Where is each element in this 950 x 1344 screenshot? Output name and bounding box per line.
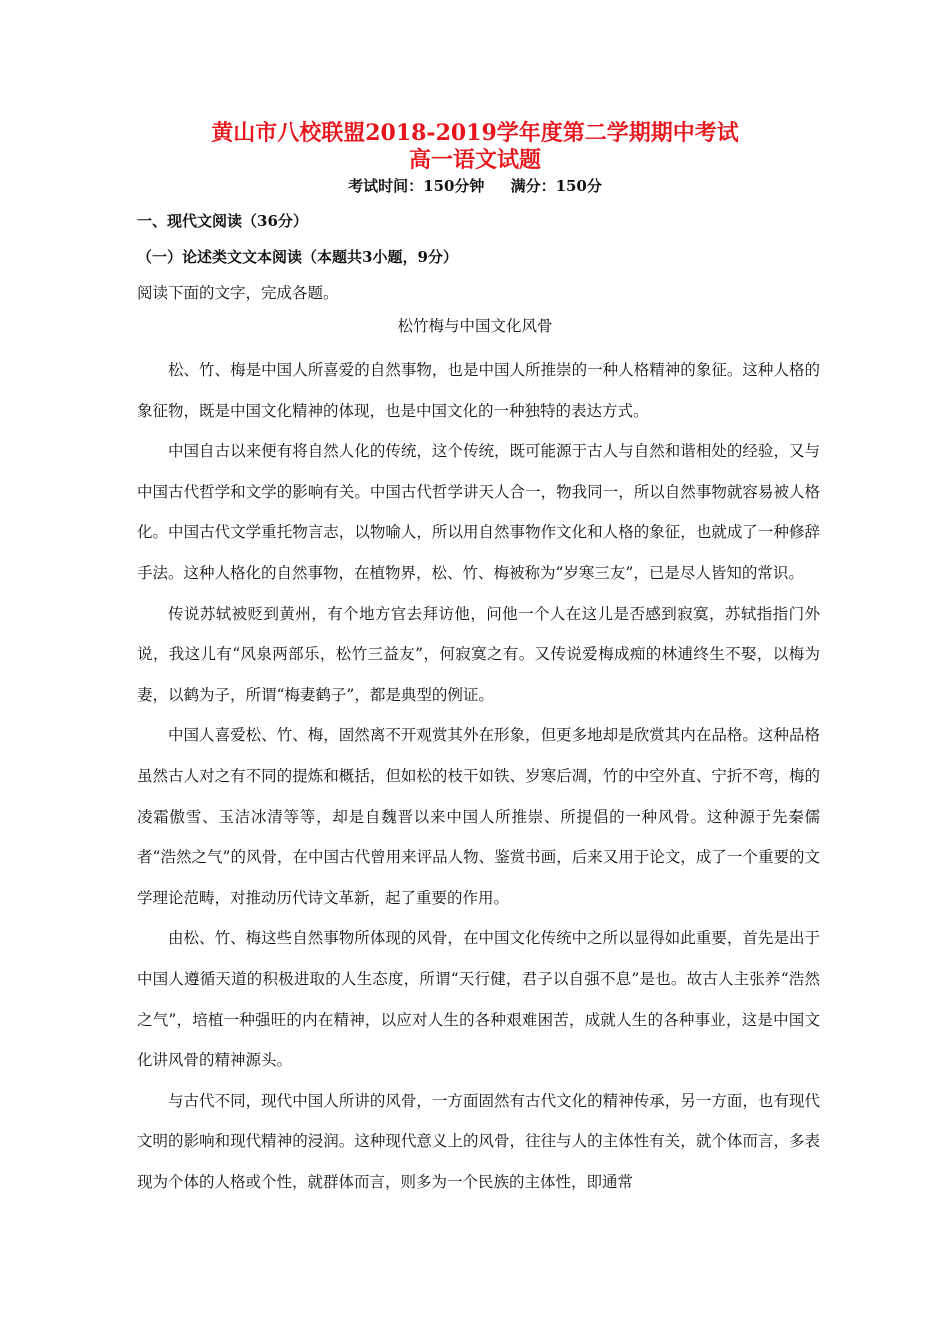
section-subheading: （一）论述类文文本阅读（本题共3小题，9分）: [137, 248, 458, 266]
article-paragraph: 传说苏轼被贬到黄州，有个地方官去拜访他，问他一个人在这儿是否感到寂寞，苏轼指指门外说，我这儿有“风泉两部乐，松竹三益友”，何寂寞之有。又传说爱梅成痴的林逋终生不娶，以梅为妻，以鹤为子，所谓“梅妻鹤子”，都是典型的例证。: [137, 604, 820, 704]
article-body: [137, 350, 820, 1202]
exam-score: 满分：150分: [510, 177, 602, 195]
section-heading: 一、现代文阅读（36分）: [137, 212, 308, 230]
article-title: 松竹梅与中国文化风骨: [397, 317, 553, 335]
exam-title: 黄山市八校联盟2018-2019学年度第二学期期中考试: [211, 120, 739, 146]
exam-meta: [0, 176, 950, 196]
article-paragraph: 中国自古以来便有将自然人化的传统，这个传统，既可能源于古人与自然和谐相处的经验，又与中国古代哲学和文学的影响有关。中国古代哲学讲天人合一，物我同一，所以自然事物就容易被人格化。中国古代文学重托物言志，以物喻人，所以用自然事物作文化和人格的象征，也就成了一种修辞手法。这种人格化的自然事物，在植物界，松、竹、梅被称为“岁寒三友”，已是尽人皆知的常识。: [137, 442, 820, 582]
article-paragraph: 与古代不同，现代中国人所讲的风骨，一方面固然有古代文化的精神传承，另一方面，也有现代文明的影响和现代精神的浸润。这种现代意义上的风骨，往往与人的主体性有关，就个体而言，多表现为个体的人格或个性，就群体而言，则多为一个民族的主体性，即通常: [137, 1091, 820, 1191]
exam-time: 考试时间：150分钟: [348, 177, 485, 195]
section-instruction: 阅读下面的文字，完成各题。: [137, 284, 339, 302]
article-paragraph: 中国人喜爱松、竹、梅，固然离不开观赏其外在形象，但更多地却是欣赏其内在品格。这种品格虽然古人对之有不同的提炼和概括，但如松的枝干如铁、岁寒后凋，竹的中空外直、宁折不弯，梅的凌霜傲雪、玉洁冰清等等，却是自魏晋以来中国人所推崇、所提倡的一种风骨。这种源于先秦儒者“浩然之气”的风骨，在中国古代曾用来评品人物、鉴赏书画，后来又用于论文，成了一个重要的文学理论范畴，对推动历代诗文革新，起了重要的作用。: [137, 726, 820, 907]
exam-subtitle: 高一语文试题: [408, 147, 541, 173]
article-paragraph: 松、竹、梅是中国人所喜爱的自然事物，也是中国人所推崇的一种人格精神的象征。这种人格的象征物，既是中国文化精神的体现，也是中国文化的一种独特的表达方式。: [137, 361, 820, 420]
article-paragraph: 由松、竹、梅这些自然事物所体现的风骨，在中国文化传统中之所以显得如此重要，首先是出于中国人遵循天道的积极进取的人生态度，所谓“天行健，君子以自强不息”是也。故古人主张养“浩然之气”，培植一种强旺的内在精神，以应对人生的各种艰难困苦，成就人生的各种事业，这是中国文化讲风骨的精神源头。: [137, 929, 820, 1070]
